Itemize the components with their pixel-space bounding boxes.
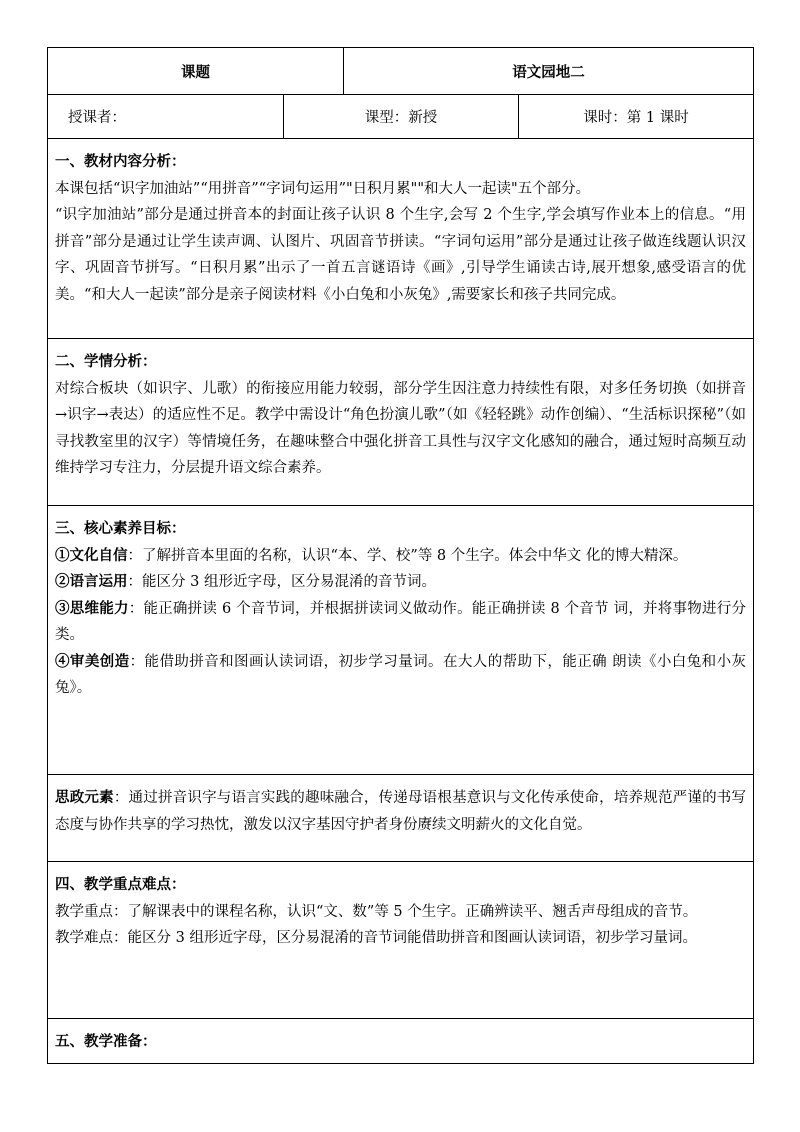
lesson-plan-sheet: [47, 47, 753, 1064]
keypoints-section: [48, 862, 754, 1019]
goal-item: [55, 543, 746, 570]
lesson-type: 课型：新授: [284, 95, 519, 139]
goals-section: [48, 506, 754, 775]
topic-value: 语文园地二: [344, 48, 754, 95]
section-title: 三、核心素养目标：: [55, 520, 186, 537]
goal-label: ①文化自信: [55, 546, 128, 564]
goals-section-row: [48, 506, 754, 775]
goal-label: ②语言运用: [55, 573, 128, 590]
goal-text: ：能正确拼读 6 个音节词，并根据拼读词义做动作。能正确拼读 8 个音节 词，并将事物进行分类。: [55, 600, 746, 643]
ideology-text: ：通过拼音识字与语言实践的趣味融合，传递母语根基意识与文化传承使命，培养规范严谨的书写态度与协作共享的学习热忱，激发以汉字基因守护者身份赓续文明薪火的文化自觉。: [55, 790, 746, 833]
keypoints-section-row: [48, 862, 754, 1019]
learners-section: [48, 339, 754, 506]
section-title: 一、教材内容分析：: [55, 153, 186, 170]
goal-text: ：了解拼音本里面的名称，认识“本、学、校”等 8 个生字。体会中华文 化的博大精深。: [127, 547, 688, 564]
ideology-label: 思政元素: [55, 789, 114, 806]
paragraph: 教学难点：能区分 3 组形近字母，区分易混淆的音节词能借助拼音和图画认读词语，初步学习量词。: [55, 930, 697, 946]
paragraph: “识字加油站”部分是通过拼音本的封面让孩子认识 8 个生字,会写 2 个生字,学会填写作业本上的信息。“用拼音”部分是通过让学生读声调、认图片、巩固音节拼读。“字词句运用”部分是通过让孩子做连线题认识汉字、巩固音节拼写。“日积月累”出示了一首五言谜语诗《画》,引导学生诵读古诗,展开想象,感受语言的优美。“和大人一起读”部分是亲子阅读材料《小白兔和小灰兔》,需要家长和孩子共同完成。: [55, 207, 746, 303]
preparation-section: [48, 1019, 754, 1064]
teacher-label: 授课者：: [48, 95, 284, 139]
section-title: 五、教学准备：: [55, 1033, 157, 1050]
topic-row: [48, 48, 754, 95]
lesson-plan-table: [47, 47, 754, 1064]
goal-item: [55, 569, 746, 596]
learners-section-row: [48, 339, 754, 506]
ideology-section-row: [48, 775, 754, 862]
goal-label: ④审美创造: [55, 652, 130, 670]
preparation-section-row: [48, 1019, 754, 1064]
paragraph: [55, 785, 746, 838]
materials-section: [48, 139, 754, 339]
materials-section-row: [48, 139, 754, 339]
paragraph: 本课包括“识字加油站”“用拼音”“字词句运用”"日积月累""和大人一起读"五个部分。: [55, 180, 591, 197]
goal-item: [55, 596, 746, 649]
goal-text: ：能借助拼音和图画认读词语，初步学习量词。在大人的帮助下，能正确 朗读《小白兔和小灰兔》。: [55, 653, 746, 696]
paragraph: 教学重点：了解课表中的课程名称，认识“文、数”等 5 个生字。正确辨读平、翘舌声母组成的音节。: [55, 903, 698, 920]
paragraph: 对综合板块（如识字、儿歌）的衔接应用能力较弱，部分学生因注意力持续性有限，对多任务切换（如拼音→识字→表达）的适应性不足。教学中需设计“角色扮演儿歌”（如《轻轻跳》动作创编）、“生活标识探秘”（如寻找教室里的汉字）等情境任务，在趣味整合中强化拼音工具性与汉字文化感知的融合，通过短时高频互动维持学习专注力，分层提升语文综合素养。: [55, 380, 746, 476]
goal-label: ③思维能力: [55, 599, 129, 617]
info-row: [48, 95, 754, 139]
ideology-section: [48, 775, 754, 862]
goal-text: ：能区分 3 组形近字母，区分易混淆的音节词。: [127, 574, 436, 590]
goal-item: [55, 649, 746, 702]
lesson-period: 课时：第 1 课时: [519, 95, 754, 139]
topic-label: 课题: [48, 48, 344, 95]
section-title: 二、学情分析：: [55, 353, 157, 370]
section-title: 四、教学重点难点：: [55, 876, 186, 893]
